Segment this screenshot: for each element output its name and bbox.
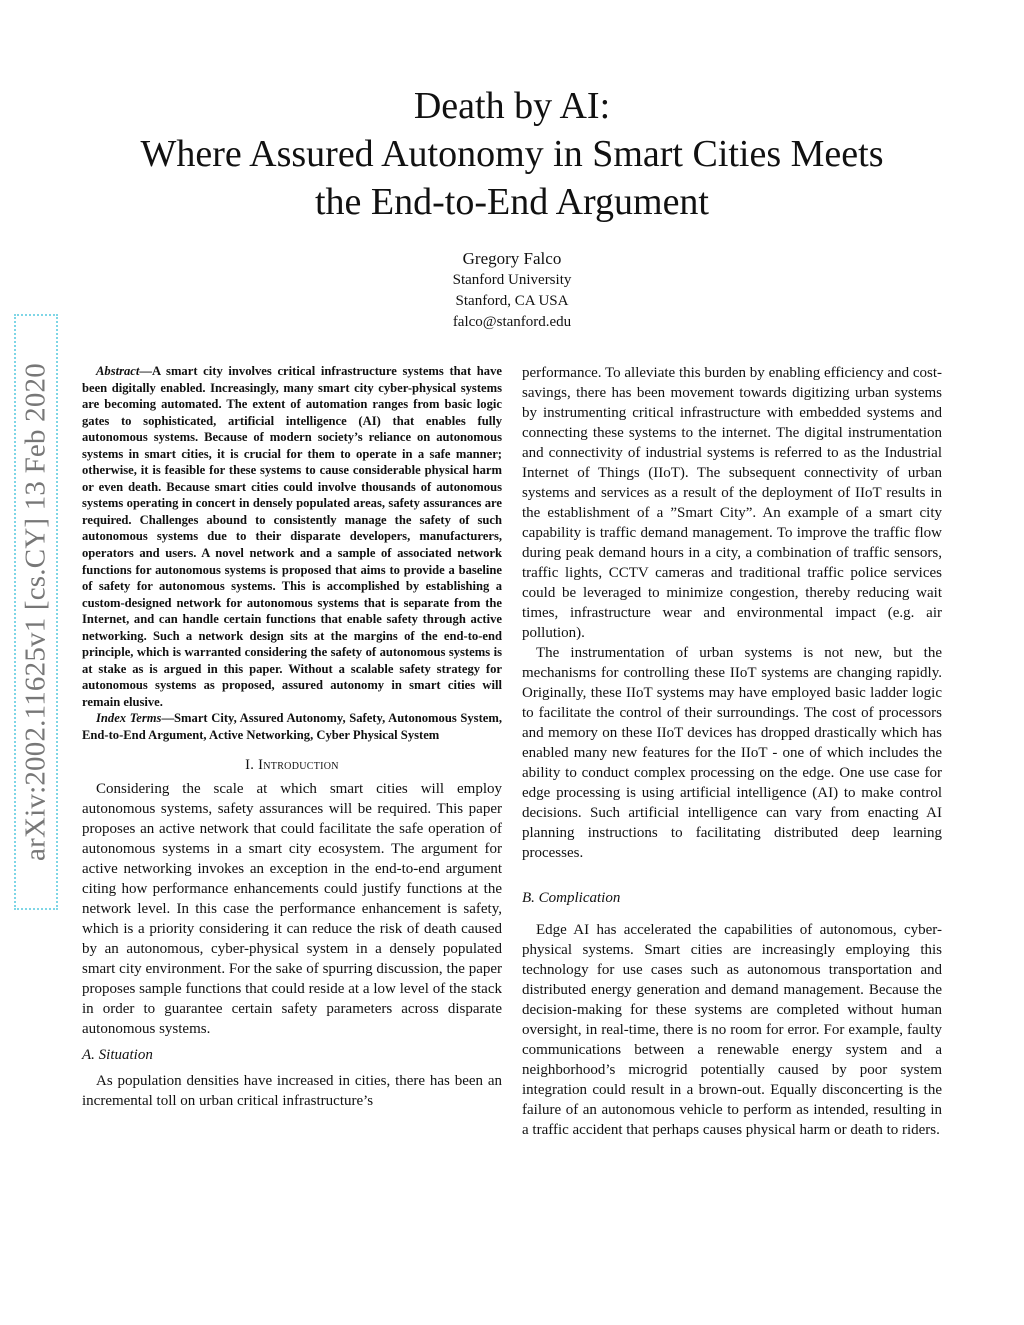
paper-title <box>0 82 1024 226</box>
arxiv-stamp <box>14 314 58 910</box>
author-name: Gregory Falco <box>462 249 562 268</box>
situation-paragraph-2: The instrumentation of urban systems is not new, but the mechanisms for controlling these IIoT systems are changing rapidly. Originally, these IIoT systems may have employed basic ladder logic to facilitate the control of their surroundings. The cost of processors and memory on these IIoT devices has dropped drastically which has enabled many new features for the IIoT - one of which includes the ability to conduct complex processing on the edge. One use case for edge processing is using artificial intelligence (AI) to make control decisions. Such artificial intelligence can vary from enacting AI planning instructions to facilitating distributed deep learning processes. <box>522 645 942 861</box>
section-heading-introduction <box>82 757 502 774</box>
abstract-text: —A smart city involves critical infrastructure systems that have been digitally enabled. Increasingly, many smart city cyber-physical systems are becoming automated. The extent of automation ranges from basic logic gates to sophisticated, artificial intelligence (AI) that enables fully autonomous systems. Because of modern society’s reliance on autonomous systems in smart cities, it is crucial for them to operate in a safe manner; otherwise, it is feasible for these systems to cause considerable physical harm or even death. Because smart cities could involve thousands of autonomous systems operating in concert in densely populated areas, safety assurances are required. Challenges abound to consistently manage the safety of such autonomous systems due to their disparate developers, manufacturers, operators and users. A novel network and a sample of associated network functions for autonomous systems is proposed that aims to provide a baseline of safety for autonomous systems. This is accomplished by establishing a custom-designed network for autonomous systems that is separate from the Internet, and can handle certain functions that enable safety through active networking. Such a network design sits at the margins of the end-to-end principle, which is warranted considering the safety of autonomous systems is at stake as is argued in this paper. Without a scalable safety strategy for autonomous systems as proposed, assured autonomy in smart cities will remain elusive. <box>82 364 502 709</box>
subsection-heading-complication: B. Complication <box>522 890 621 906</box>
complication-paragraph: Edge AI has accelerated the capabilities of autonomous, cyber-physical systems. Smart cities are increasingly employing this technology for use cases such as autonomous transportation and distributed energy generation and demand management. Because the decision-making for these systems are completed without human oversight, in real-time, there is no room for error. For example, faulty communications between a renewable energy system and a neighborhood’s microgrid potentially caused by poor system integration could result in a brown-out. Equally disconcerting is the failure of an autonomous vehicle to perform as intended, resulting in a traffic accident that perhaps causes physical harm or death to riders. <box>522 922 942 1138</box>
author-affiliation: Stanford University <box>452 272 572 288</box>
intro-paragraph: Considering the scale at which smart cities will employ autonomous systems, safety assurances will be required. This paper proposes an active network that could facilitate the safe operation of autonomous systems in a smart city ecosystem. The argument for active networking invokes an exception in the end-to-end argument citing how performance enhancements could justify functions at the network level. In this case the performance enhancement is safety, which is a priority considering it can reduce the risk of death caused by an autonomous, cyber-physical system in a densely populated smart city environment. For the sake of spurring discussion, the paper proposes sample functions that could reside at a low level of the stack in order to guarantee certain safety parameters across disparate autonomous systems. <box>82 780 502 1037</box>
author-location: Stanford, CA USA <box>455 293 569 309</box>
author-block <box>0 248 1024 333</box>
subsection-heading-situation: A. Situation <box>82 1046 153 1063</box>
index-terms-label: Index Terms <box>96 711 162 726</box>
index-terms <box>82 710 502 743</box>
title-line-2: Where Assured Autonomy in Smart Cities Meets <box>140 133 884 175</box>
title-line-3: the End-to-End Argument <box>314 181 709 223</box>
situation-paragraph-start: As population densities have increased in cities, there has been an incremental toll on urban critical infrastructure’s <box>82 1072 502 1109</box>
right-column <box>522 363 942 1140</box>
situation-paragraph-continued: performance. To alleviate this burden by enabling efficiency and cost-savings, there has been movement towards digitizing urban systems by instrumenting critical infrastructure with embedded systems and connecting these systems to the internet. The digital instrumentation and connectivity of industrial systems is referred to as the Industrial Internet of Things (IIoT). The subsequent connectivity of urban systems and services as a result of the deployment of IIoT results in the establishment of a ”Smart City”. An example of a smart city capability is traffic demand management. To improve the traffic flow during peak demand hours in a city, a combination of traffic sensors, traffic lights, CCTV cameras and traditional traffic police services could be leveraged to minimize congestion, thereby reducing wait times, infrastructure wear and environmental impact (e.g. air pollution). <box>522 365 942 641</box>
abstract-label: Abstract <box>96 364 140 378</box>
section-numeral: I. <box>245 756 259 773</box>
section-title: Introduction <box>258 756 339 773</box>
left-column <box>82 363 502 1111</box>
author-email: falco@stanford.edu <box>452 314 572 330</box>
index-terms-text: —Smart City, Assured Autonomy, Safety, Autonomous System, End-to-End Argument, Active Networking, Cyber Physical System <box>82 711 502 743</box>
arxiv-stamp-text: arXiv:2002.11625v1 [cs.CY] 13 Feb 2020 <box>19 363 52 861</box>
abstract <box>82 363 502 710</box>
title-line-1: Death by AI: <box>413 85 611 127</box>
